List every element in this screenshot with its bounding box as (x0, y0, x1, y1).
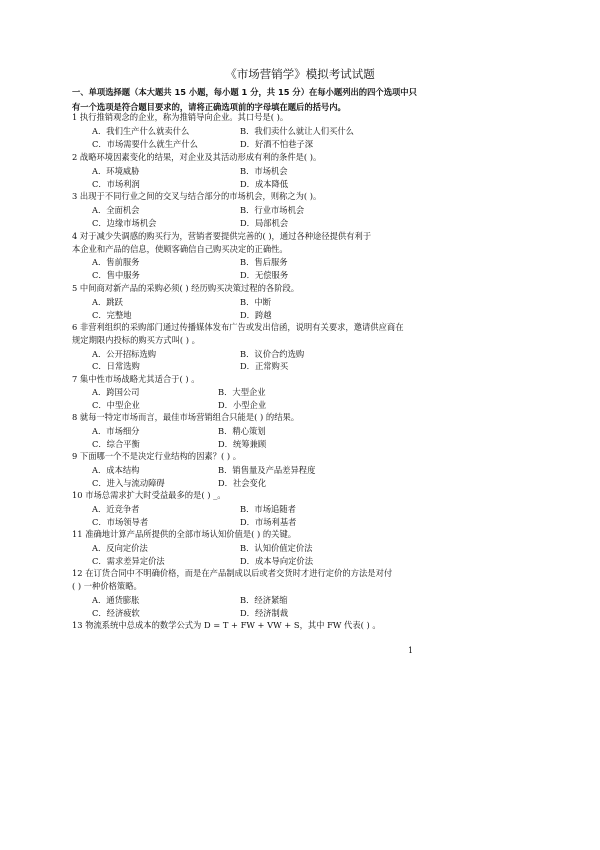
question-4-option-b: B．售后服务 (240, 257, 288, 267)
question-2-option-a: A．环境威胁 (92, 166, 140, 176)
question-5-stem: 5 中间商对新产品的采购必须( ) 经历购买决策过程的各阶段。 (72, 283, 300, 293)
question-7-option-a: A．跨国公司 (92, 387, 140, 397)
question-1-option-c: C．市场需要什么就生产什么 (92, 139, 198, 149)
instructions-line-1: 一、单项选择题（本大题共 15 小题，每小题 1 分，共 15 分）在每小题列出的四个选项中只 (72, 87, 417, 97)
question-12-option-d: D．经济制裁 (240, 608, 289, 618)
question-4-stem-cont: 本企业和产品的信息，使顾客确信自己购买决定的正确性。 (72, 244, 288, 254)
question-11-option-d: D．成本导向定价法 (240, 556, 314, 566)
question-11-stem: 11 准确地计算产品所提供的全部市场认知价值是( ) 的关键。 (72, 529, 297, 539)
question-8-option-d: D．统筹兼顾 (218, 439, 267, 449)
question-11-option-a: A．反向定价法 (92, 543, 148, 553)
question-2-option-b: B．市场机会 (240, 166, 288, 176)
question-6-option-a: A．公开招标选购 (92, 349, 157, 359)
question-6-stem: 6 非营利组织的采购部门通过传播媒体发布广告或发出信函，说明有关要求，邀请供应商在 (72, 322, 404, 332)
question-7-stem: 7 集中性市场战略尤其适合于( ) 。 (72, 374, 200, 384)
question-9-option-b: B．销售量及产品差异程度 (218, 465, 316, 475)
question-12-option-a: A．通货膨胀 (92, 595, 140, 605)
question-10-option-d: D．市场利基者 (240, 517, 297, 527)
question-5-option-d: D．跨越 (240, 310, 272, 320)
question-9-option-a: A．成本结构 (92, 465, 140, 475)
question-7-option-c: C．中型企业 (92, 400, 140, 410)
question-1-option-b: B．我们卖什么就让人们买什么 (240, 126, 354, 136)
question-3-option-c: C．边缘市场机会 (92, 218, 157, 228)
page-title: 《市场营销学》模拟考试试题 (225, 67, 375, 81)
question-10-option-c: C．市场领导者 (92, 517, 149, 527)
question-1-stem: 1 执行推销观念的企业，称为推销导向企业。其口号是( )。 (72, 112, 289, 122)
question-9-option-d: D．社会变化 (218, 478, 267, 488)
question-8-stem: 8 就每一特定市场而言，最佳市场营销组合只能是( ) 的结果。 (72, 412, 300, 422)
question-6-stem-cont: 规定期限内投标的购买方式叫( ) 。 (72, 335, 200, 345)
question-7-option-b: B．大型企业 (218, 387, 266, 397)
question-11-option-b: B．认知价值定价法 (240, 543, 313, 553)
question-12-option-b: B．经济紧缩 (240, 595, 288, 605)
question-5-option-a: A．跳跃 (92, 297, 123, 307)
question-9-option-c: C．进入与流动障碍 (92, 478, 165, 488)
question-3-option-a: A．全面机会 (92, 205, 140, 215)
question-6-option-d: D．正常购买 (240, 361, 289, 371)
question-12-stem: 12 在订货合同中不明确价格，而是在产品制成以后或者交货时才进行定价的方法是对付 (72, 568, 393, 578)
question-7-option-d: D．小型企业 (218, 400, 267, 410)
question-4-option-a: A．售前服务 (92, 257, 140, 267)
question-4-option-c: C．售中服务 (92, 270, 140, 280)
question-9-stem: 9 下面哪一个不是决定行业结构的因素？( ) 。 (72, 451, 242, 461)
question-1-option-a: A．我们生产什么就卖什么 (92, 126, 190, 136)
question-4-stem: 4 对于减少失调感的购买行为，营销者要提供完善的( )，通过各种途径提供有利于 (72, 231, 372, 241)
question-12-option-c: C．经济疲软 (92, 608, 140, 618)
question-6-option-c: C．日常选购 (92, 361, 140, 371)
question-2-stem: 2 战略环境因素变化的结果，对企业及其活动形成有利的条件是( )。 (72, 152, 322, 162)
question-4-option-d: D．无偿服务 (240, 270, 289, 280)
question-10-option-a: A．近竞争者 (92, 504, 140, 514)
question-8-option-a: A．市场细分 (92, 426, 140, 436)
question-3-option-b: B．行业市场机会 (240, 205, 305, 215)
page-number: 1 (408, 646, 414, 655)
question-10-stem: 10 市场总需求扩大时受益最多的是( ) _。 (72, 490, 226, 500)
question-1-option-d: D．好酒不怕巷子深 (240, 139, 314, 149)
question-6-option-b: B．议价合约选购 (240, 349, 305, 359)
question-12-stem-cont: ( ) 一种价格策略。 (72, 581, 142, 591)
question-5-option-c: C．完整地 (92, 310, 132, 320)
question-13-stem: 13 物流系统中总成本的数学公式为 D = T + FW + VW + S，其中 FW 代表( ) 。 (72, 620, 381, 630)
question-8-option-b: B．精心策划 (218, 426, 266, 436)
question-8-option-c: C．综合平衡 (92, 439, 140, 449)
question-3-stem: 3 出现于不同行业之间的交叉与结合部分的市场机会，则称之为( )。 (72, 191, 322, 201)
question-2-option-d: D．成本降低 (240, 179, 289, 189)
question-3-option-d: D．局部机会 (240, 218, 289, 228)
question-10-option-b: B．市场追随者 (240, 504, 296, 514)
question-5-option-b: B．中断 (240, 297, 271, 307)
question-11-option-c: C．需求差异定价法 (92, 556, 165, 566)
instructions-line-2: 有一个选项是符合题目要求的，请将正确选项前的字母填在题后的括号内。 (72, 102, 346, 112)
question-2-option-c: C．市场利润 (92, 179, 140, 189)
